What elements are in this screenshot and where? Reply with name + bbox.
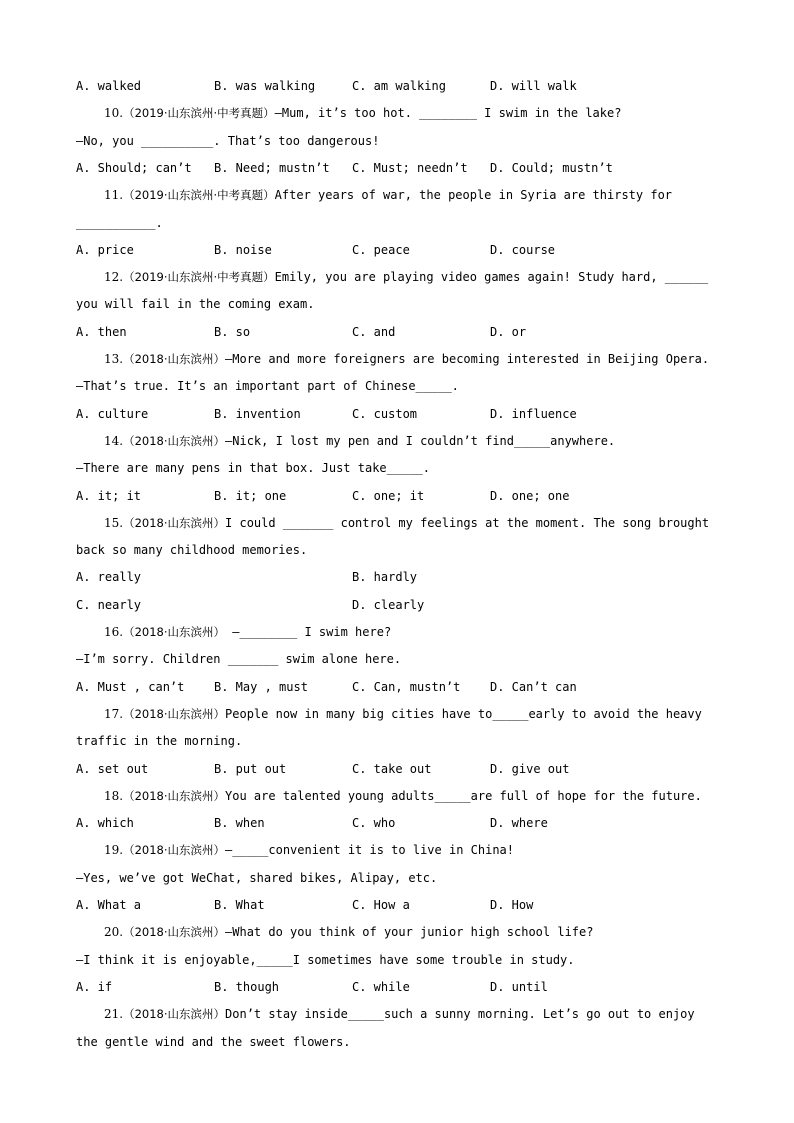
option-c: C. peace: [352, 243, 410, 257]
question-source: （2018·山东滨州）: [123, 352, 226, 366]
option: A. really: [76, 570, 142, 584]
question-source: （2019·山东滨州·中考真题）: [123, 106, 275, 120]
question-stem: [104, 624, 391, 640]
option-b: B. What: [214, 898, 265, 912]
option-b: B. noise: [214, 243, 272, 257]
question-number: 19.: [104, 843, 124, 857]
question-text: —________ I swim here?: [225, 625, 392, 639]
option-c: C. one; it: [352, 489, 425, 503]
question-number: 20.: [104, 925, 124, 939]
option-b: B. was walking: [214, 79, 316, 93]
question-stem: [104, 269, 708, 285]
option-d: D. influence: [490, 407, 577, 421]
option-a: A. if: [76, 980, 113, 994]
question-text: People now in many big cities have to_____early to avoid the heavy: [225, 707, 702, 721]
option-d: D. How: [490, 898, 534, 912]
option-a: A. it; it: [76, 489, 142, 503]
question-line: —There are many pens in that box. Just take_____.: [76, 461, 431, 475]
option: C. nearly: [76, 598, 142, 612]
question-source: （2018·山东滨州）: [123, 925, 226, 939]
option-a: A. Must , can’t: [76, 680, 185, 694]
question-number: 16.: [104, 625, 124, 639]
question-stem: [104, 515, 709, 531]
option-d: D. one; one: [490, 489, 570, 503]
question-source: （2019·山东滨州·中考真题）: [123, 270, 275, 284]
question-number: 12.: [104, 270, 124, 284]
question-number: 18.: [104, 789, 124, 803]
question-text: Don’t stay inside_____such a sunny morning. Let’s go out to enjoy: [225, 1007, 695, 1021]
option-c: C. Must; needn’t: [352, 161, 468, 175]
option-a: A. which: [76, 816, 134, 830]
option-d: D. until: [490, 980, 548, 994]
option-d: D. Can’t can: [490, 680, 577, 694]
question-text: After years of war, the people in Syria are thirsty for: [274, 188, 673, 202]
question-text: —Mum, it’s too hot. ________ I swim in the lake?: [274, 106, 622, 120]
option-c: C. who: [352, 816, 396, 830]
question-number: 14.: [104, 434, 124, 448]
question-text: —What do you think of your junior high school life?: [225, 925, 594, 939]
question-line: ___________.: [76, 216, 163, 230]
question-text: I could _______ control my feelings at the moment. The song brought: [225, 516, 710, 530]
option-b: B. it; one: [214, 489, 287, 503]
question-number: 15.: [104, 516, 124, 530]
question-source: （2018·山东滨州）: [123, 434, 226, 448]
question-source: （2018·山东滨州）: [123, 843, 226, 857]
question-stem: [104, 187, 672, 203]
question-text: —Nick, I lost my pen and I couldn’t find_____anywhere.: [225, 434, 616, 448]
option: D. clearly: [352, 598, 425, 612]
option-c: C. while: [352, 980, 410, 994]
option-c: C. Can, mustn’t: [352, 680, 461, 694]
question-number: 21.: [104, 1007, 124, 1021]
option-a: A. set out: [76, 762, 149, 776]
question-stem: [104, 706, 702, 722]
question-line: —No, you __________. That’s too dangerous!: [76, 134, 380, 148]
question-text: —_____convenient it is to live in China!: [225, 843, 514, 857]
question-source: （2018·山东滨州）: [123, 707, 226, 721]
question-stem: [104, 433, 615, 449]
question-number: 10.: [104, 106, 124, 120]
option-b: B. so: [214, 325, 251, 339]
question-line: —Yes, we’ve got WeChat, shared bikes, Alipay, etc.: [76, 871, 438, 885]
option-b: B. May , must: [214, 680, 308, 694]
option-c: C. and: [352, 325, 396, 339]
option-b: B. Need; mustn’t: [214, 161, 330, 175]
question-line: —I’m sorry. Children _______ swim alone here.: [76, 652, 402, 666]
option-b: B. invention: [214, 407, 301, 421]
question-stem: [104, 105, 621, 121]
option-a: A. price: [76, 243, 134, 257]
question-stem: [104, 842, 514, 858]
question-source: （2018·山东滨州）: [123, 789, 226, 803]
option-c: C. How a: [352, 898, 410, 912]
option-a: A. walked: [76, 79, 142, 93]
question-source: （2019·山东滨州·中考真题）: [123, 188, 275, 202]
question-line: the gentle wind and the sweet flowers.: [76, 1035, 351, 1049]
question-line: traffic in the morning.: [76, 734, 243, 748]
question-stem: [104, 788, 702, 804]
option-d: D. course: [490, 243, 556, 257]
question-source: （2018·山东滨州）: [123, 1007, 226, 1021]
question-text: —More and more foreigners are becoming interested in Beijing Opera.: [225, 352, 710, 366]
option-b: B. when: [214, 816, 265, 830]
option-d: D. will walk: [490, 79, 577, 93]
question-number: 13.: [104, 352, 124, 366]
question-line: —That’s true. It’s an important part of Chinese_____.: [76, 379, 459, 393]
option-a: A. culture: [76, 407, 149, 421]
option-a: A. then: [76, 325, 127, 339]
question-text: You are talented young adults_____are full of hope for the future.: [225, 789, 702, 803]
option: B. hardly: [352, 570, 418, 584]
question-number: 11.: [104, 188, 124, 202]
question-line: back so many childhood memories.: [76, 543, 308, 557]
question-line: —I think it is enjoyable,_____I sometimes have some trouble in study.: [76, 953, 575, 967]
question-text: Emily, you are playing video games again! Study hard, ______: [274, 270, 709, 284]
option-b: B. though: [214, 980, 280, 994]
option-c: C. take out: [352, 762, 432, 776]
question-stem: [104, 1006, 695, 1022]
question-stem: [104, 351, 709, 367]
option-d: D. where: [490, 816, 548, 830]
option-a: A. What a: [76, 898, 142, 912]
option-b: B. put out: [214, 762, 287, 776]
question-line: you will fail in the coming exam.: [76, 297, 315, 311]
option-d: D. or: [490, 325, 527, 339]
option-c: C. am walking: [352, 79, 446, 93]
option-d: D. Could; mustn’t: [490, 161, 613, 175]
question-source: （2018·山东滨州）: [123, 516, 226, 530]
option-d: D. give out: [490, 762, 570, 776]
question-number: 17.: [104, 707, 124, 721]
option-c: C. custom: [352, 407, 418, 421]
question-source: （2018·山东滨州）: [123, 625, 226, 639]
question-stem: [104, 924, 593, 940]
option-a: A. Should; can’t: [76, 161, 192, 175]
